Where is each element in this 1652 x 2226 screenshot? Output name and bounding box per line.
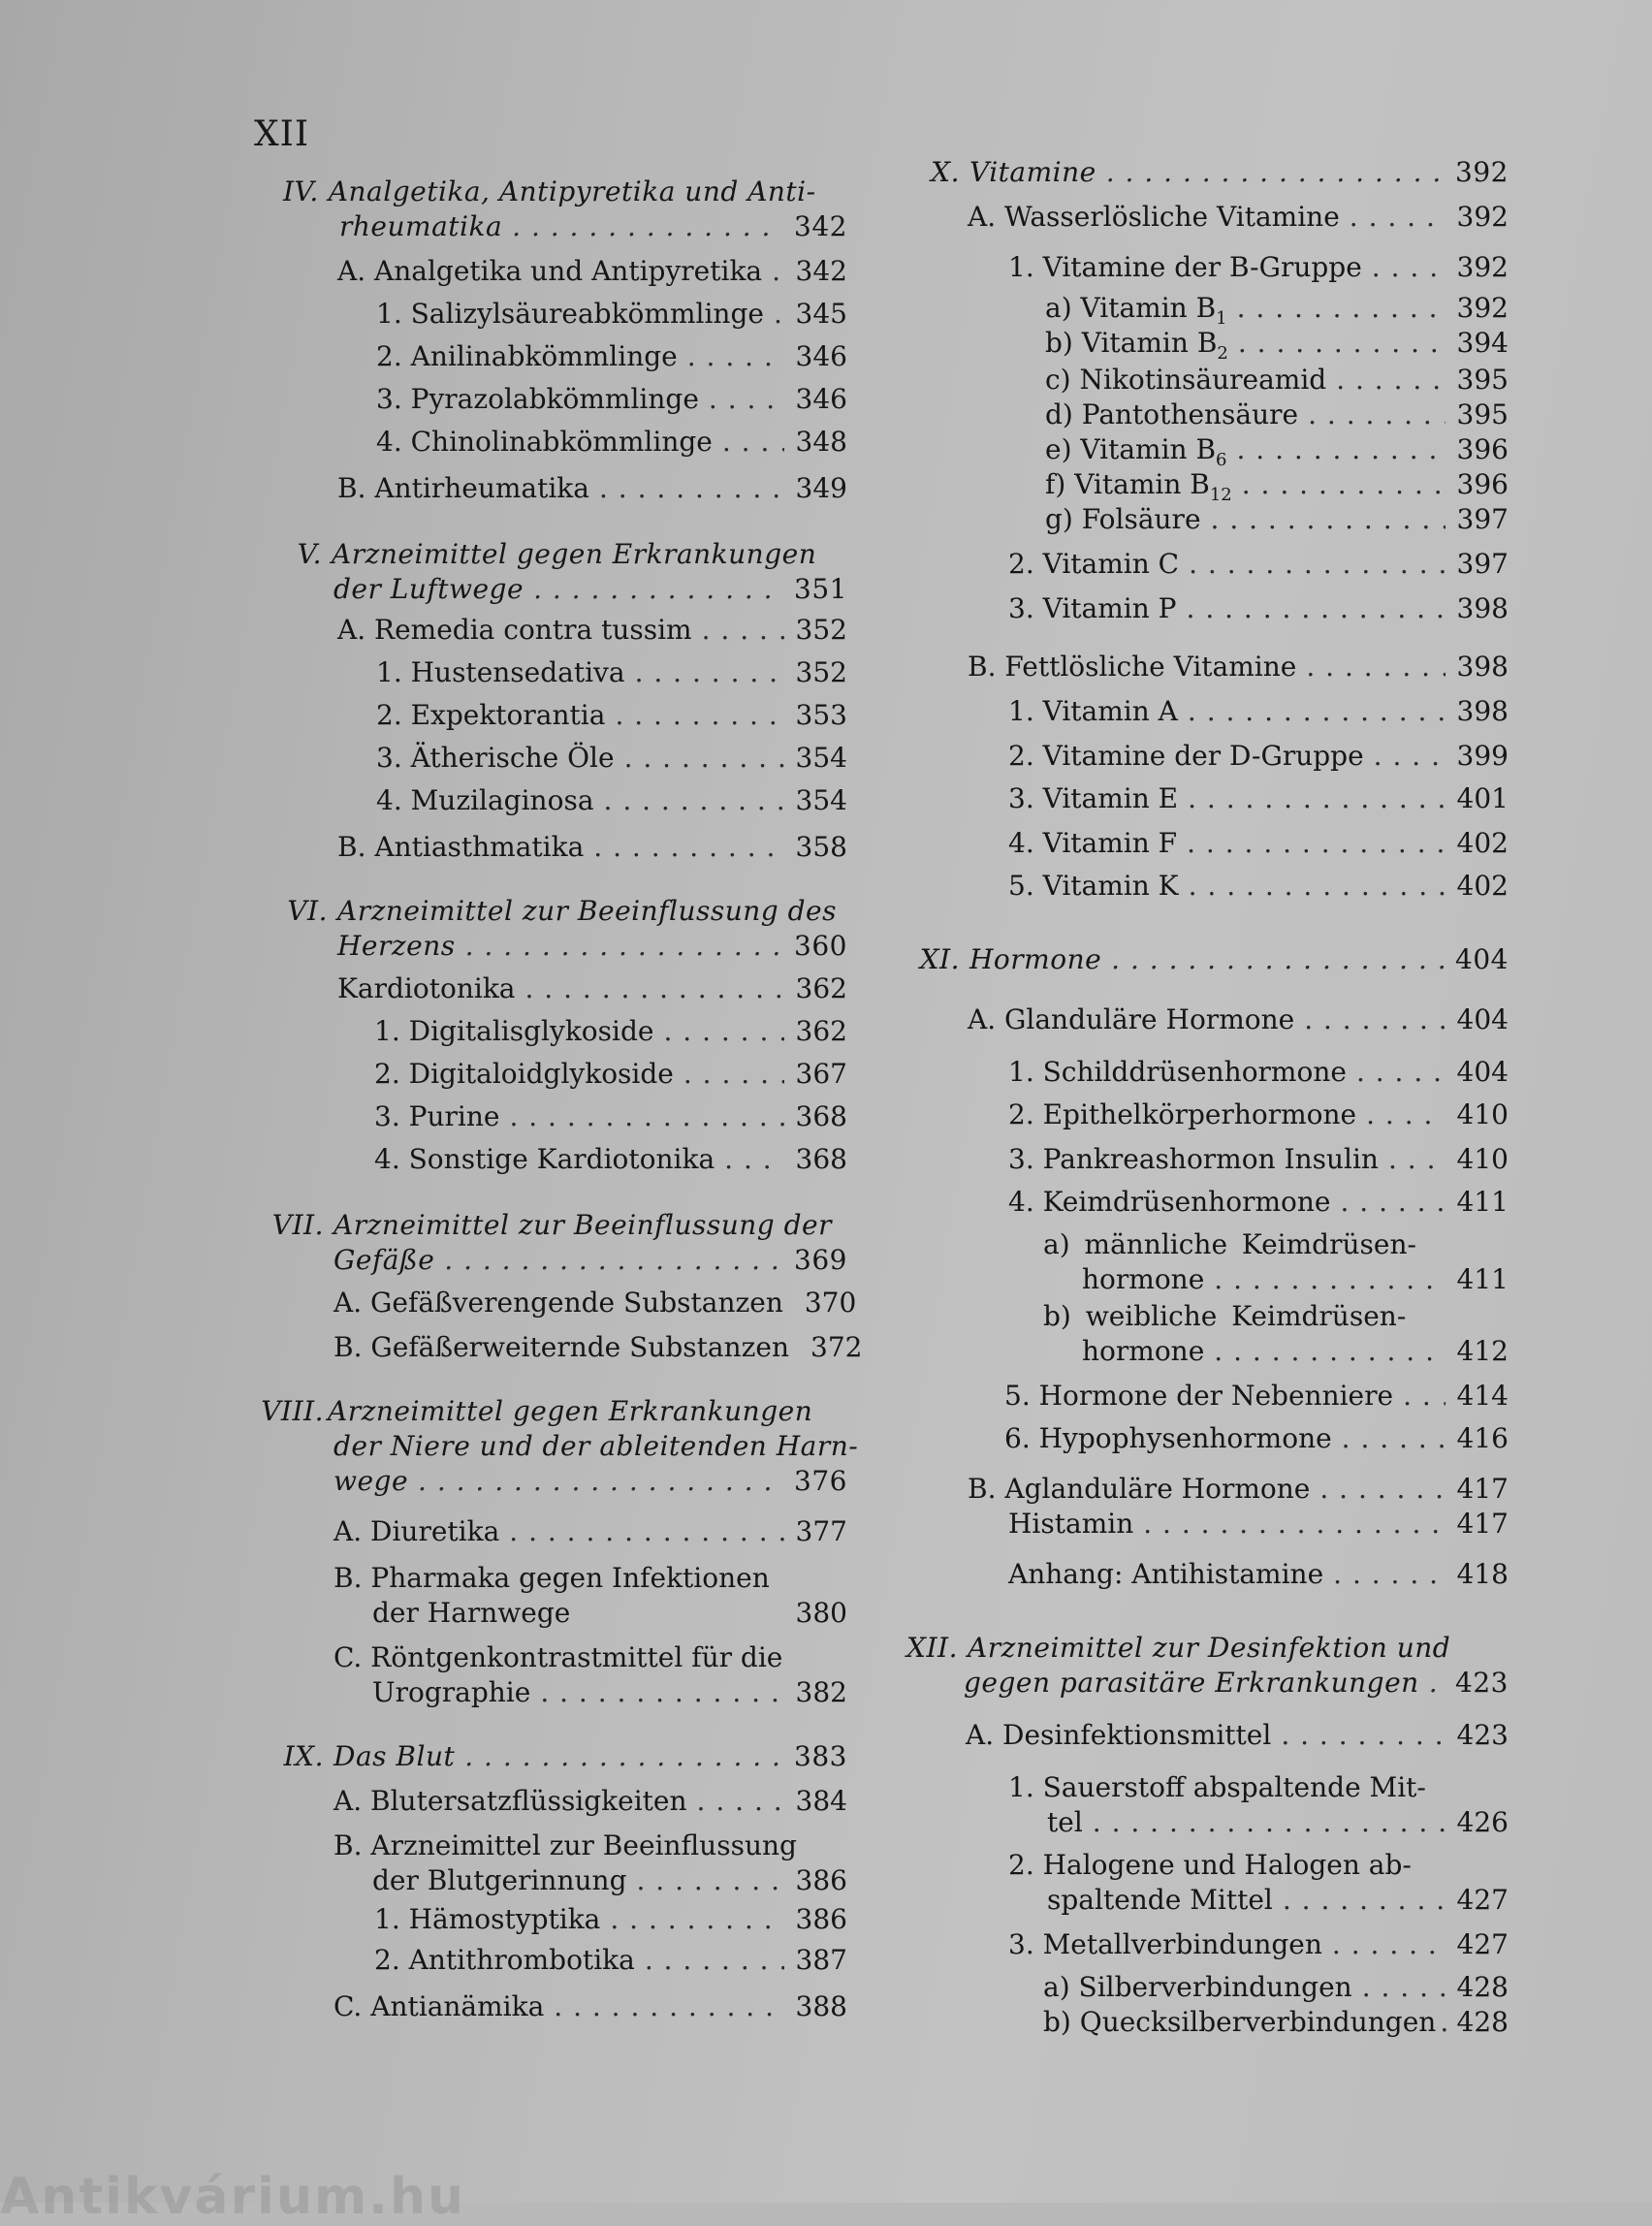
toc-entry: 1. Schilddrüsenhormone . . . 404 — [1008, 1055, 1509, 1090]
toc-entry: 2. Antithrombotika . . . 387 — [374, 1943, 847, 1978]
toc-entry: b) Quecksilberverbindungen . . . 428 — [1043, 2005, 1509, 2040]
toc-entry: B. Gefäßerweiternde Substanzen 372 — [334, 1331, 863, 1363]
toc-entry: 2. Digitaloidglykoside . . . 367 — [374, 1057, 847, 1092]
toc-entry: 4. Chinolinabkömmlinge . . . 348 — [376, 425, 847, 460]
toc-section-vii: VII. Arzneimittel zur Beeinflussung der Gefäße . . . 369 — [254, 1208, 847, 1278]
toc-entry: A. Analgetika und Antipyretika . . . 342 — [337, 254, 847, 289]
toc-entry: 4. Keimdrüsenhormone . . . 411 — [1008, 1185, 1509, 1220]
toc-entry: b) Vitamin $B_2$ . . . 394 — [1045, 326, 1509, 365]
toc-entry: e) Vitamin $B_6$ . . . 396 — [1045, 432, 1509, 471]
toc-entry: 3. Pyrazolabkömmlinge . . . 346 — [376, 382, 847, 417]
toc-entry: 4. Sonstige Kardiotonika . . . 368 — [374, 1142, 847, 1177]
toc-section-ix: IX. Das Blut . . . 383 — [275, 1739, 847, 1774]
toc-entry: B. Antiasthmatika . . . 358 — [337, 830, 847, 865]
toc-entry: 2. Expektorantia . . . 353 — [376, 698, 847, 733]
toc-entry: 3. Vitamin P . . . 398 — [1008, 591, 1509, 626]
toc-entry: 2. Halogene und Halogen ab- spaltende Mittel . . . 427 — [1008, 1848, 1509, 1918]
toc-entry: c) Nikotinsäureamid . . . 395 — [1045, 363, 1509, 398]
toc-entry: A. Desinfektionsmittel . . . 423 — [966, 1718, 1509, 1753]
toc-entry: a) Silberverbindungen . . . 428 — [1043, 1970, 1509, 2005]
page-ref: 342 — [794, 210, 847, 242]
toc-entry: a) männliche Keimdrüsen- hormone . . . 411 — [1043, 1227, 1509, 1297]
toc-entry: 1. Sauerstoff abspaltende Mit- tel . . . 426 — [1008, 1770, 1509, 1840]
toc-entry: 5. Vitamin K . . . 402 — [1008, 869, 1509, 904]
toc-entry: Anhang: Antihistamine . . . 418 — [1008, 1557, 1509, 1592]
toc-entry: a) Vitamin $B_1$ . . . 392 — [1045, 291, 1509, 330]
toc-entry: 4. Vitamin F . . . 402 — [1008, 826, 1509, 861]
toc-entry: 2. Anilinabkömmlinge . . . 346 — [376, 339, 847, 374]
toc-entry: 1. Vitamin A . . . 398 — [1008, 694, 1509, 729]
toc-entry: C. Röntgenkontrastmittel für die Urographie . . . 382 — [334, 1640, 847, 1710]
toc-entry: d) Pantothensäure . . . 395 — [1045, 398, 1509, 432]
toc-section-xi: XI. Hormone . . . 404 — [911, 942, 1509, 977]
page-number: XII — [254, 114, 310, 154]
toc-entry: A. Diuretika . . . 377 — [334, 1514, 847, 1549]
toc-entry: A. Glanduläre Hormone . . . 404 — [968, 1002, 1509, 1037]
toc-section-xii: XII. Arzneimittel zur Desinfektion und gegen parasitäre Erkrankungen . . . 423 — [894, 1631, 1509, 1701]
toc-entry: B. Antirheumatika . . . 349 — [337, 471, 847, 506]
toc-entry: b) weibliche Keimdrüsen- hormone . . . 412 — [1043, 1299, 1509, 1369]
toc-section-x: X. Vitamine . . . 392 — [923, 155, 1509, 190]
toc-entry: B. Pharmaka gegen Infektionen der Harnwege 380 — [334, 1562, 847, 1629]
toc-entry: Histamin . . . 417 — [1008, 1507, 1509, 1542]
toc-entry: 3. Metallverbindungen . . . 427 — [1008, 1927, 1509, 1962]
toc-entry: C. Antianämika . . . 388 — [334, 1989, 847, 2024]
toc-entry: 6. Hypophysenhormone . . . 416 — [1004, 1421, 1509, 1456]
toc-entry: B. Aglanduläre Hormone . . . 417 — [968, 1472, 1509, 1507]
toc-entry: 4. Muzilaginosa . . . 354 — [376, 783, 847, 818]
toc-entry: B. Arzneimittel zur Beeinflussung der Blutgerinnung . . . 386 — [334, 1828, 847, 1898]
toc-entry: 1. Vitamine der B-Gruppe . . . 392 — [1008, 250, 1509, 285]
toc-entry: 1. Hämostyptika . . . 386 — [374, 1902, 847, 1937]
toc-entry: 2. Vitamin C . . . 397 — [1008, 547, 1509, 582]
toc-section-iv: IV. Analgetika, Antipyretika und Anti- rheumatika . . . 342 — [283, 175, 847, 244]
toc-entry: 3. Vitamin E . . . 401 — [1008, 781, 1509, 816]
toc-entry: A. Blutersatzflüssigkeiten . . . 384 — [334, 1784, 847, 1819]
toc-entry: A. Gefäßverengende Substanzen 370 — [334, 1287, 857, 1319]
toc-entry: 1. Digitalisglykoside . . . 362 — [374, 1014, 847, 1049]
toc-entry: 3. Ätherische Öle . . . 354 — [376, 741, 847, 776]
toc-entry: 3. Purine . . . 368 — [374, 1099, 847, 1134]
toc-entry: g) Folsäure . . . 397 — [1045, 502, 1509, 537]
toc-entry: Kardiotonika . . . 362 — [337, 971, 847, 1006]
toc-entry: 2. Epithelkörperhormone . . . 410 — [1008, 1097, 1509, 1132]
toc-section-vi: VI. Arzneimittel zur Beeinflussung des Herzens . . . 360 — [283, 894, 847, 964]
toc-section-v: V. Arzneimittel gegen Erkrankungen der Luftwege . . . 351 — [283, 537, 847, 607]
toc-entry: 3. Pankreashormon Insulin . . . 410 — [1008, 1142, 1509, 1177]
toc-entry: f) Vitamin $B_{12}$ . . . 396 — [1045, 467, 1509, 506]
toc-entry: B. Fettlösliche Vitamine . . . 398 — [968, 650, 1509, 684]
toc-section-viii: VIII. Arzneimittel gegen Erkrankungen der Niere und der ableitenden Harn- wege . . . 376 — [254, 1394, 847, 1499]
toc-entry: A. Remedia contra tussim . . . 352 — [337, 613, 847, 648]
toc-entry: 5. Hormone der Nebenniere . . . 414 — [1004, 1379, 1509, 1414]
toc-entry: 2. Vitamine der D-Gruppe . . . 399 — [1008, 739, 1509, 774]
toc-entry: A. Wasserlösliche Vitamine . . . 392 — [968, 200, 1509, 235]
toc-entry: 1. Hustensedativa . . . 352 — [376, 655, 847, 690]
watermark-logo: Antikvárium.hu — [0, 2168, 465, 2226]
toc-entry: 1. Salizylsäureabkömmlinge . . . 345 — [376, 297, 847, 332]
